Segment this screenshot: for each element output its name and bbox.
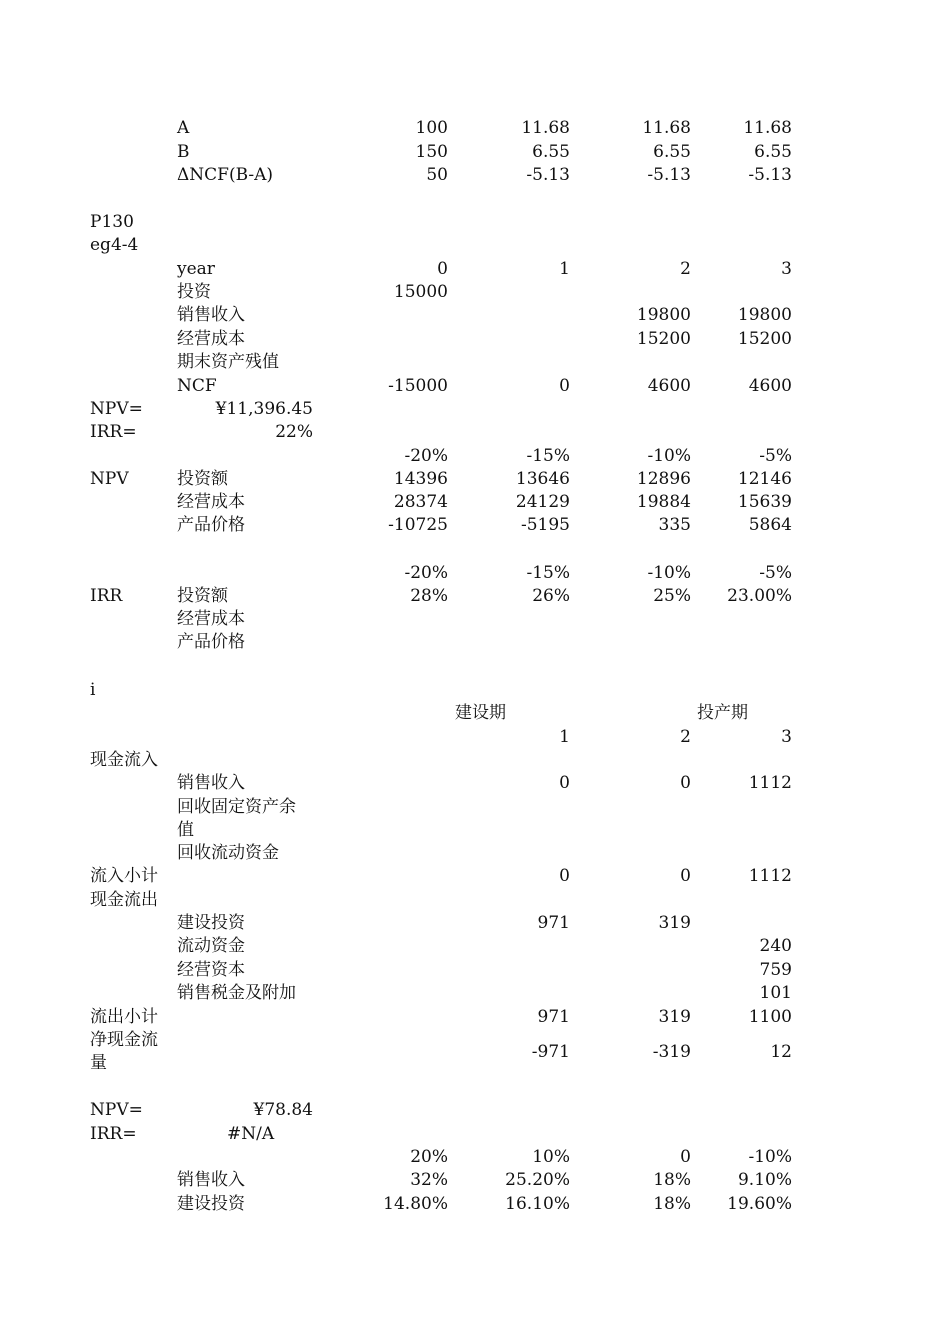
row-label: 经营成本 [177, 329, 245, 349]
row-label: 流动资金 [177, 936, 245, 956]
table-row [0, 819, 950, 842]
cell: 1112 [748, 866, 792, 886]
row-label: 销售收入 [177, 305, 245, 325]
cell: -5% [759, 563, 792, 583]
cell: 14.80% [383, 1194, 448, 1214]
cell: -15000 [388, 376, 448, 396]
row-label: 流出小计 [90, 1007, 158, 1027]
table-row [0, 421, 950, 444]
table-row [0, 1146, 950, 1169]
table-row [0, 468, 950, 491]
row-label: 产品价格 [177, 632, 245, 652]
table-row [0, 889, 950, 912]
irr-value: 22% [275, 422, 313, 442]
row-label: B [177, 142, 190, 162]
table-row [0, 726, 950, 749]
table-row [0, 164, 950, 187]
cell: 25% [653, 586, 691, 606]
cell: 6.55 [754, 142, 792, 162]
cell: 12 [770, 1042, 792, 1062]
cell: 335 [658, 515, 691, 535]
cell: 759 [759, 960, 792, 980]
table-row [0, 211, 950, 234]
row-label: 回收流动资金 [177, 843, 279, 863]
row-label: 投资额 [177, 586, 228, 606]
row-label: 经营成本 [177, 492, 245, 512]
cell: 0 [680, 1147, 691, 1167]
cell: 0 [559, 773, 570, 793]
cell: -20% [404, 446, 448, 466]
cell: 100 [415, 118, 448, 138]
section-label: IRR [90, 586, 123, 606]
table-row [0, 1169, 950, 1192]
cell: 6.55 [532, 142, 570, 162]
row-label: 销售收入 [177, 773, 245, 793]
cell: 0 [437, 259, 448, 279]
cell: 0 [680, 773, 691, 793]
cell: 19800 [737, 305, 792, 325]
table-row [0, 1123, 950, 1146]
cell: 3 [781, 259, 792, 279]
cell: 4600 [647, 376, 691, 396]
cell: 13646 [515, 469, 570, 489]
cell: 14396 [393, 469, 448, 489]
table-row [0, 865, 950, 888]
table-row [0, 679, 950, 702]
cell: -319 [652, 1042, 691, 1062]
cell: 23.00% [727, 586, 792, 606]
row-label: A [177, 118, 190, 138]
cell: 18% [653, 1194, 691, 1214]
table-row [0, 258, 950, 281]
cell: 12896 [636, 469, 691, 489]
table-row [0, 608, 950, 631]
row-label: 经营成本 [177, 609, 245, 629]
row-label: 值 [177, 820, 194, 840]
cell: 319 [658, 913, 691, 933]
cell: 2 [680, 259, 691, 279]
row-label: 期末资产残值 [177, 352, 279, 372]
cell: 18% [653, 1170, 691, 1190]
cell: -10% [647, 563, 691, 583]
cell: 26% [532, 586, 570, 606]
cell: 16.10% [505, 1194, 570, 1214]
cell: 11.68 [521, 118, 570, 138]
cell: 25.20% [505, 1170, 570, 1190]
section-label: NPV [90, 469, 129, 489]
irr-label: IRR= [90, 422, 137, 442]
cell: 319 [658, 1007, 691, 1027]
cell: 32% [410, 1170, 448, 1190]
cell: 50 [426, 165, 448, 185]
table-row [0, 935, 950, 958]
example-label: eg4-4 [90, 235, 139, 255]
cell: 0 [559, 376, 570, 396]
cell: 20% [410, 1147, 448, 1167]
cell: 101 [759, 983, 792, 1003]
row-label: NCF [177, 376, 217, 396]
cell: -15% [526, 563, 570, 583]
table-row [0, 328, 950, 351]
cell: 1100 [748, 1007, 792, 1027]
row-label: 建设投资 [177, 913, 245, 933]
row-label: 产品价格 [177, 515, 245, 535]
cell: 2 [680, 727, 691, 747]
cell: 12146 [737, 469, 792, 489]
table-row [0, 1099, 950, 1122]
cell: 1 [559, 259, 570, 279]
column-header-production: 投产期 [697, 703, 748, 723]
section-label: 现金流入 [90, 750, 158, 770]
table-row [0, 281, 950, 304]
cell: 6.55 [653, 142, 691, 162]
cell: 11.68 [743, 118, 792, 138]
cell: -15% [526, 446, 570, 466]
table-row [0, 749, 950, 772]
cell: 28% [410, 586, 448, 606]
cell: 5864 [748, 515, 792, 535]
cell: 240 [759, 936, 792, 956]
table-row [0, 1193, 950, 1216]
row-label: 销售税金及附加 [177, 983, 296, 1003]
table-row [0, 491, 950, 514]
table-row [0, 912, 950, 935]
cell: 9.10% [737, 1170, 792, 1190]
table-row [0, 702, 950, 725]
column-header-construction: 建设期 [455, 703, 506, 723]
cell: 15000 [393, 282, 448, 302]
cell: -5.13 [748, 165, 792, 185]
table-row [0, 982, 950, 1005]
row-label: 回收固定资产余 [177, 797, 296, 817]
cell: 0 [559, 866, 570, 886]
cell: 24129 [515, 492, 570, 512]
cell: 1 [559, 727, 570, 747]
table-row [0, 117, 950, 140]
cell: 19800 [636, 305, 691, 325]
cell: 150 [415, 142, 448, 162]
row-label: 销售收入 [177, 1170, 245, 1190]
table-row [0, 351, 950, 374]
cell: 15200 [636, 329, 691, 349]
cell: 10% [532, 1147, 570, 1167]
cell: -5195 [520, 515, 570, 535]
cell: -10725 [388, 515, 448, 535]
cell: 19.60% [727, 1194, 792, 1214]
page-reference: P130 [90, 212, 134, 232]
npv-value: ¥78.84 [253, 1100, 313, 1120]
cell: 28374 [393, 492, 448, 512]
row-label: year [177, 259, 215, 279]
table-row [0, 796, 950, 819]
cell: -5% [759, 446, 792, 466]
cell: 1112 [748, 773, 792, 793]
section-label: i [90, 680, 96, 700]
cell: -20% [404, 563, 448, 583]
table-row [0, 842, 950, 865]
npv-label: NPV= [90, 1100, 143, 1120]
section-label: 现金流出 [90, 890, 158, 910]
cell: 3 [781, 727, 792, 747]
table-row [0, 375, 950, 398]
table-row [0, 562, 950, 585]
irr-label: IRR= [90, 1124, 137, 1144]
table-row [0, 772, 950, 795]
row-label: 投资 [177, 282, 211, 302]
table-row [0, 445, 950, 468]
table-row [0, 234, 950, 257]
table-row [0, 959, 950, 982]
table-row [0, 585, 950, 608]
cell: 11.68 [642, 118, 691, 138]
cell: 0 [680, 866, 691, 886]
cell: -10% [748, 1147, 792, 1167]
row-label: 投资额 [177, 469, 228, 489]
table-row [0, 304, 950, 327]
table-row [0, 514, 950, 537]
table-row [0, 1052, 950, 1075]
table-row [0, 398, 950, 421]
cell: 15639 [737, 492, 792, 512]
table-row [0, 631, 950, 654]
row-label: ΔNCF(B-A) [177, 165, 274, 185]
row-label: 净现金流 [90, 1030, 158, 1050]
table-row [0, 1006, 950, 1029]
npv-label: NPV= [90, 399, 143, 419]
cell: 19884 [636, 492, 691, 512]
cell: -10% [647, 446, 691, 466]
npv-value: ¥11,396.45 [215, 399, 313, 419]
cell: 971 [537, 913, 570, 933]
row-label: 建设投资 [177, 1194, 245, 1214]
cell: -971 [531, 1042, 570, 1062]
cell: 4600 [748, 376, 792, 396]
row-label: 量 [90, 1053, 107, 1073]
cell: -5.13 [647, 165, 691, 185]
row-label: 流入小计 [90, 866, 158, 886]
cell: 15200 [737, 329, 792, 349]
cell: 971 [537, 1007, 570, 1027]
table-row [0, 141, 950, 164]
irr-value: #N/A [227, 1124, 275, 1144]
cell: -5.13 [526, 165, 570, 185]
row-label: 经营资本 [177, 960, 245, 980]
